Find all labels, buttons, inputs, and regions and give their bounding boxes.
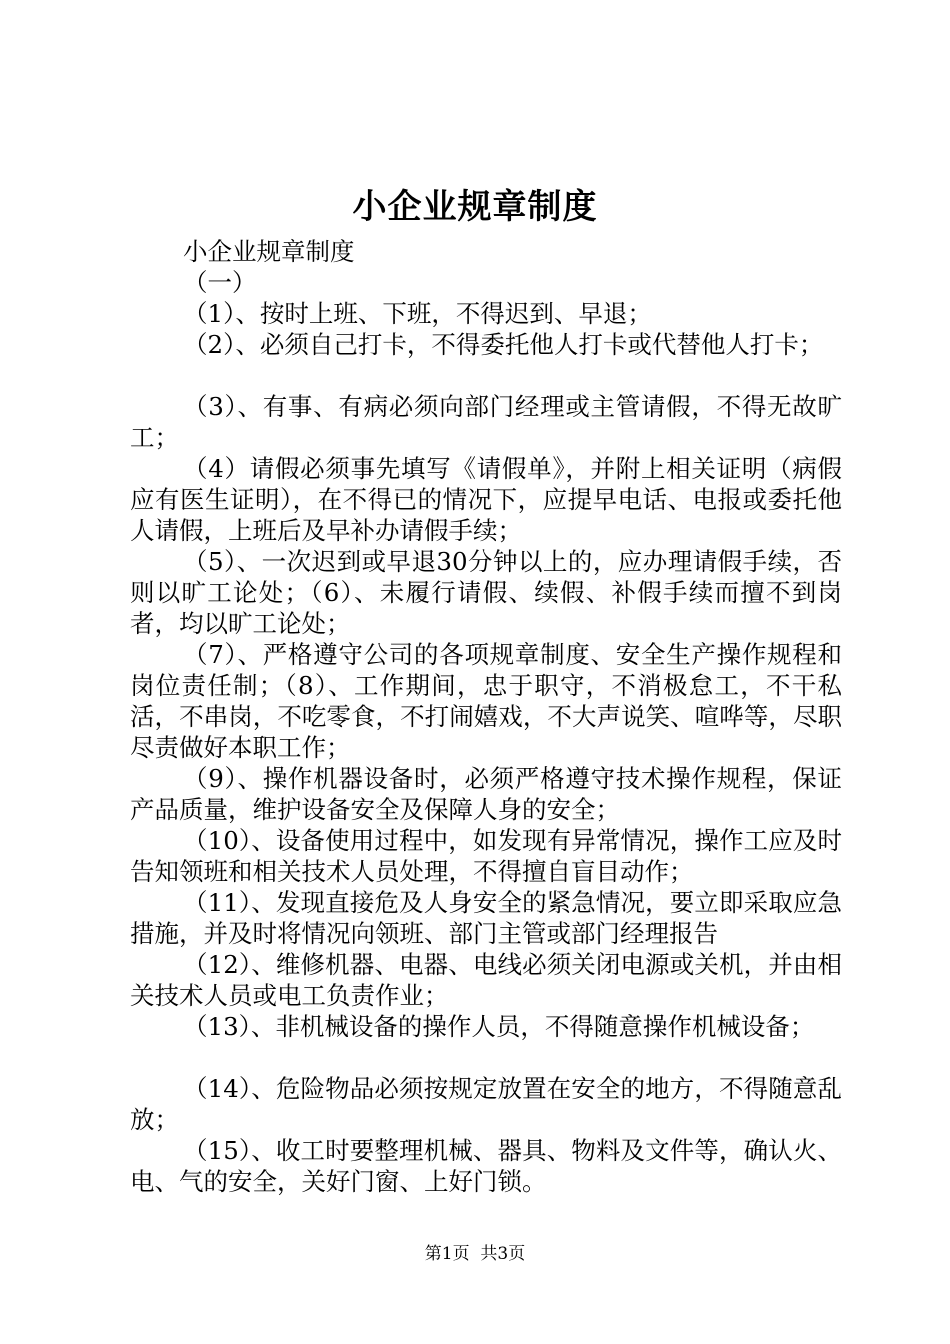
page-number: 第1页 <box>424 1244 470 1264</box>
paragraph-subtitle: 小企业规章制度 <box>183 237 355 266</box>
paragraph-rule-11: （11）、发现直接危及人身安全的紧急情况，要立即采取应急措施，并及时将情况向领班、部门主管或部门经理报告 <box>130 888 842 948</box>
document-body <box>130 236 842 1197</box>
page-title: 小企业规章制度 <box>352 187 598 227</box>
paragraph-rule-3: （3）、有事、有病必须向部门经理或主管请假，不得无故旷工； <box>130 392 842 452</box>
paragraph-rule-7-8: （7）、严格遵守公司的各项规章制度、安全生产操作规程和岗位责任制；（8）、工作期间，忠于职守，不消极怠工，不干私活，不串岗，不吃零食，不打闹嬉戏，不大声说笑、喧哗等，尽职尽责做好本职工作； <box>130 640 842 762</box>
paragraph-rule-15: （15）、收工时要整理机械、器具、物料及文件等，确认火、电、气的安全，关好门窗、上好门锁。 <box>130 1136 842 1196</box>
page-total: 共3页 <box>480 1244 526 1264</box>
paragraph-rule-1: （1）、按时上班、下班，不得迟到、早退； <box>183 299 652 328</box>
paragraph-rule-9: （9）、操作机器设备时，必须严格遵守技术操作规程，保证产品质量，维护设备安全及保障人身的安全； <box>130 764 842 824</box>
paragraph-rule-5-6: （5）、一次迟到或早退30分钟以上的，应办理请假手续，否则以旷工论处；（6）、未履行请假、续假、补假手续而擅不到岗者，均以旷工论处； <box>130 547 842 638</box>
paragraph-rule-10: （10）、设备使用过程中，如发现有异常情况，操作工应及时告知领班和相关技术人员处理，不得擅自盲目动作； <box>130 826 842 886</box>
paragraph-rule-12: （12）、维修机器、电器、电线必须关闭电源或关机，并由相关技术人员或电工负责作业； <box>130 950 842 1010</box>
paragraph-rule-2: （2）、必须自己打卡，不得委托他人打卡或代替他人打卡； <box>183 330 824 359</box>
page-footer <box>0 1242 950 1266</box>
paragraph-rule-4: （4）请假必须事先填写《请假单》，并附上相关证明（病假应有医生证明），在不得已的情况下，应提早电话、电报或委托他人请假，上班后及早补办请假手续； <box>130 454 842 545</box>
paragraph-rule-14: （14）、危险物品必须按规定放置在安全的地方，不得随意乱放； <box>130 1074 842 1134</box>
paragraph-rule-13: （13）、非机械设备的操作人员，不得随意操作机械设备； <box>183 1012 815 1041</box>
paragraph-section-heading: （一） <box>183 268 257 297</box>
